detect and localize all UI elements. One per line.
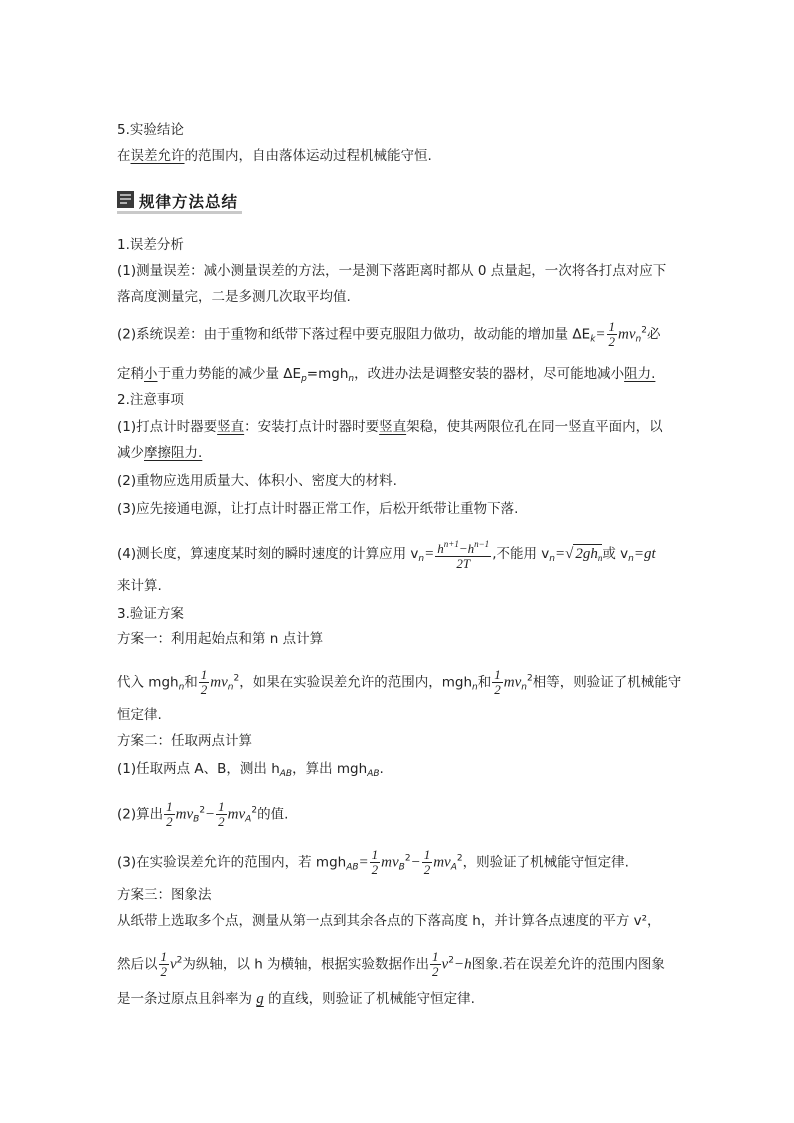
underlined-term: 竖直	[217, 419, 245, 435]
notes-heading: 2.注意事项	[117, 392, 184, 408]
system-error-line-2	[117, 365, 655, 388]
equals: =	[554, 546, 566, 562]
subscript: n	[348, 374, 355, 384]
underlined-term: 竖直	[379, 419, 407, 435]
fraction-half: $\frac{1}{2}$	[494, 667, 501, 697]
text: 然后以	[117, 956, 158, 973]
plan-2-step-1: (1)任取两点 A、B，测出 $h_{AB}$，算出 mgh$_{AB}$.	[117, 761, 384, 779]
fraction-half: $\frac{1}{2}$	[432, 949, 439, 979]
text: 架稳，使其两限位孔在同一竖直平面内，以	[406, 419, 663, 435]
text: 为纵轴，以 h 为横轴，根据实验数据作出	[182, 956, 430, 973]
text: (3)在实验误差允许的范围内，若 mgh	[117, 854, 347, 871]
text: (1)打点计时器要	[117, 419, 218, 435]
underlined-term: 摩擦阻力.	[144, 445, 203, 461]
system-error-line-1	[117, 320, 660, 349]
measure-error-line-1: (1)测量误差：减小测量误差的方法，一是测下落距离时都从 0 点量起，一次将各打点对应下	[117, 263, 667, 279]
text: 在	[117, 148, 131, 164]
plan-1-title: 方案一：利用起始点和第 n 点计算	[117, 631, 324, 647]
text: ，则验证了机械能守恒定律.	[462, 854, 629, 871]
note-3: (3)应先接通电源，让打点计时器正常工作，后松开纸带让重物下落.	[117, 501, 519, 517]
plan-1-line-2: 恒定律.	[117, 707, 162, 723]
note-1-line-1	[117, 418, 663, 436]
text: (1)任取两点 A、B，测出 h	[117, 761, 280, 777]
text: 的范围内，自由落体运动过程机械能守恒.	[184, 148, 432, 164]
fraction-half: $\frac{1}{2}$	[608, 319, 616, 349]
text: 减少	[117, 445, 144, 461]
math: mv	[618, 326, 636, 343]
fraction-half: $\frac{1}{2}$	[218, 799, 225, 829]
subscript: n	[418, 554, 425, 564]
section-title: 规律方法总结	[139, 193, 239, 211]
sqrt: √ $2gh_n$	[565, 546, 602, 562]
equals: =	[424, 546, 435, 562]
fraction-half: $\frac{1}{2}$	[423, 847, 431, 877]
note-2: (2)重物应选用质量大、体积小、密度大的材料.	[117, 473, 397, 489]
subscript: n	[635, 334, 642, 345]
text: 图象.若在误差允许的范围内图象	[471, 956, 665, 973]
underlined-term: 阻力.	[624, 366, 656, 382]
text: 必	[646, 326, 661, 343]
subscript: p	[301, 374, 307, 384]
plan-3-title: 方案三：图象法	[117, 887, 212, 903]
underlined-term: 小	[144, 366, 158, 382]
text: 和	[477, 674, 492, 691]
velocity-fraction: $\frac{h^{n+1}-h^{n-1}}{2T}$	[437, 539, 490, 571]
subscript: n	[549, 554, 555, 564]
text: ,不能用 v	[492, 546, 550, 562]
note-4-line-2: 来计算.	[117, 578, 162, 594]
fraction-half: $\frac{1}{2}$	[200, 667, 208, 697]
subscript: n	[628, 554, 634, 564]
measure-error-line-2: 落高度测量完，二是多测几次取平均值.	[117, 289, 351, 305]
subscript: k	[590, 334, 596, 345]
text: 定稍	[117, 366, 144, 382]
note-4-line-1	[117, 537, 656, 571]
text: 于重力势能的减少量 ΔE	[157, 366, 302, 382]
section-5-text	[117, 147, 432, 165]
plan-3-line-1: 从纸带上选取多个点，测量从第一点到其余各点的下落高度 h，并计算各点速度的平方 v²，	[117, 913, 661, 929]
text: ，算出 mgh	[292, 761, 368, 777]
equals: =	[595, 326, 606, 343]
fraction-half: $\frac{1}{2}$	[166, 799, 173, 829]
text: 是一条过原点且斜率为	[117, 991, 257, 1007]
text: (2)算出	[117, 806, 164, 823]
text: =mgh	[306, 366, 349, 382]
superscript: 2	[641, 325, 647, 336]
header-underline	[117, 211, 242, 214]
plan-2-title: 方案二：任取两点计算	[117, 733, 252, 749]
text: ，如果在实验误差允许的范围内，mgh	[239, 674, 473, 691]
note-1-line-2	[117, 444, 202, 462]
text: 和	[184, 674, 198, 691]
text: ：安装打点计时器时要	[244, 419, 380, 435]
verify-heading: 3.验证方案	[117, 606, 184, 622]
plan-3-line-3	[117, 990, 475, 1008]
text: 的值.	[257, 806, 289, 823]
plan-2-step-2: (2)算出 $\frac{1}{2}$ $mv_B^2-$ $\frac{1}{2}$ $mv_A^2$的值.	[117, 799, 289, 829]
underlined-term: g	[256, 991, 264, 1007]
underlined-term: 误差允许	[130, 148, 185, 164]
fraction-half: $\frac{1}{2}$	[371, 847, 379, 877]
text: ，改进办法是调整安装的器材，尽可能地减小	[354, 366, 625, 382]
plan-1-line-1: 代入 mgh$_n$和 $\frac{1}{2}$ $mv_n^2$，如果在实验误差允许的范围内，mgh$_n$和 $\frac{1}{2}$ $mv_n^2$相等，则验证了机械能守	[117, 667, 682, 697]
notebook-icon	[117, 191, 134, 208]
math: =gt	[633, 546, 656, 562]
error-analysis-heading: 1.误差分析	[117, 237, 184, 253]
section-header	[117, 188, 242, 214]
fraction-half: $\frac{1}{2}$	[160, 949, 167, 979]
plan-3-line-2: 然后以 $\frac{1}{2}$ $v^2$为纵轴，以 h 为横轴，根据实验数据作出 $\frac{1}{2}$ $v^2-h$图象.若在误差允许的范围内图象	[117, 949, 665, 979]
text: 或 v	[602, 546, 629, 562]
section-5-heading: 5.实验结论	[117, 122, 184, 138]
text: 的直线，则验证了机械能守恒定律.	[263, 991, 475, 1007]
text: (4)测长度，算速度某时刻的瞬时速度的计算应用 v	[117, 546, 419, 562]
plan-2-step-3: (3)在实验误差允许的范围内，若 mgh$_{AB}$= $\frac{1}{2}$ $mv_B^2-$ $\frac{1}{2}$ $mv_A^2$，则验证了机械能守恒定律.	[117, 847, 629, 877]
text: 代入 mgh	[117, 674, 179, 691]
text: 相等，则验证了机械能守	[532, 674, 682, 691]
text: (2)系统误差：由于重物和纸带下落过程中要克服阻力做功，故动能的增加量 ΔE	[117, 326, 591, 343]
